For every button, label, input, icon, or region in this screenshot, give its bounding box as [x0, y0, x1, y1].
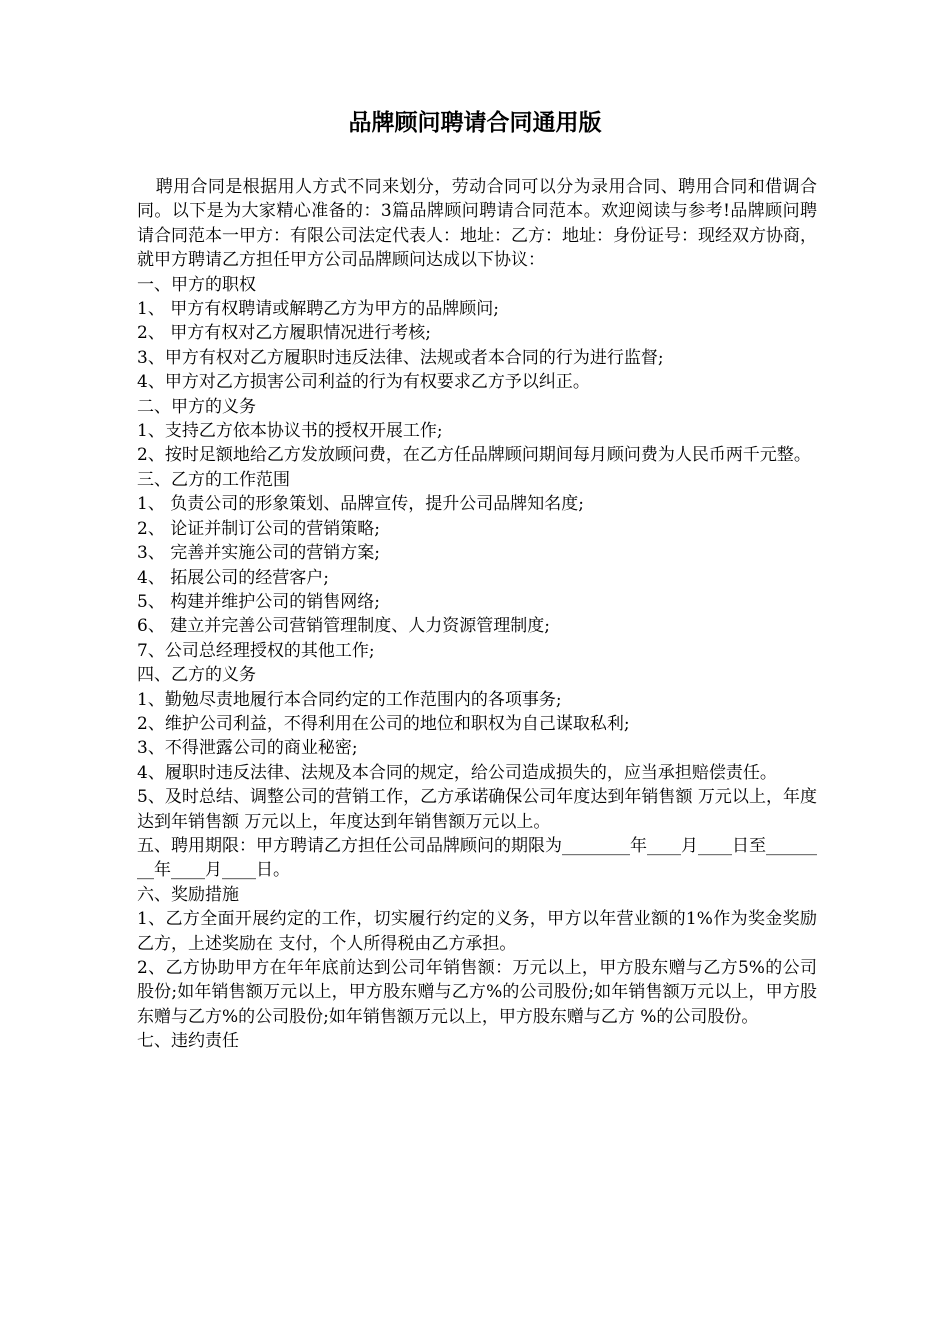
document-title: 品牌顾问聘请合同通用版	[348, 110, 602, 136]
clause-line: 2、 论证并制订公司的营销策略;	[137, 518, 380, 539]
clause-line: 4、甲方对乙方损害公司利益的行为有权要求乙方予以纠正。	[137, 372, 590, 393]
document-body	[137, 175, 817, 1054]
clause-line: 5、及时总结、调整公司的营销工作，乙方承诺确保公司年度达到年销售额 万元以上，年度达到年销售额 万元以上，年度达到年销售额万元以上。	[137, 787, 817, 832]
clause-line: 二、甲方的义务	[137, 396, 256, 417]
clause-line: 2、 甲方有权对乙方履职情况进行考核;	[137, 323, 431, 344]
clause-line: 六、奖励措施	[137, 884, 239, 905]
clause-line: 1、 负责公司的形象策划、品牌宣传，提升公司品牌知名度;	[137, 494, 584, 515]
clause-line: 1、乙方全面开展约定的工作，切实履行约定的义务，甲方以年营业额的1%作为奖金奖励乙方，上述奖励在 支付，个人所得税由乙方承担。	[137, 909, 817, 954]
clause-line: 2、维护公司利益，不得利用在公司的地位和职权为自己谋取私利;	[137, 713, 630, 734]
clause-line: 7、公司总经理授权的其他工作;	[137, 640, 375, 661]
clause-line: 4、 拓展公司的经营客户;	[137, 567, 329, 588]
intro-paragraph: 聘用合同是根据用人方式不同来划分，劳动合同可以分为录用合同、聘用合同和借调合同。以下是为大家精心准备的：3篇品牌顾问聘请合同范本。欢迎阅读与参考!品牌顾问聘请合同范本一甲方：有限公司法定代表人：地址：乙方：地址：身份证号：现经双方协商，就甲方聘请乙方担任甲方公司品牌顾问达成以下协议：	[137, 177, 817, 271]
clause-line: 4、履职时违反法律、法规及本合同的规定，给公司造成损失的，应当承担赔偿责任。	[137, 762, 777, 783]
clause-line: 五、聘用期限：甲方聘请乙方担任公司品牌顾问的期限为________年____月____日至________年____月____日。	[137, 835, 817, 881]
clause-line: 2、乙方协助甲方在年年底前达到公司年销售额：万元以上，甲方股东赠与乙方5%的公司股份;如年销售额万元以上，甲方股东赠与乙方%的公司股份;如年销售额万元以上，甲方股东赠与乙方%的公司股份;如年销售额万元以上，甲方股东赠与乙方 %的公司股份。	[137, 958, 817, 1027]
clause-line: 5、 构建并维护公司的销售网络;	[137, 591, 380, 612]
clause-line: 一、甲方的职权	[137, 274, 256, 295]
clause-line: 三、乙方的工作范围	[137, 469, 290, 490]
clause-line: 3、甲方有权对乙方履职时违反法律、法规或者本合同的行为进行监督;	[137, 347, 664, 368]
clause-line: 1、 甲方有权聘请或解聘乙方为甲方的品牌顾问;	[137, 299, 499, 320]
clause-line: 3、 完善并实施公司的营销方案;	[137, 543, 380, 564]
clause-line: 七、违约责任	[137, 1031, 239, 1052]
clause-line: 1、支持乙方依本协议书的授权开展工作;	[137, 421, 443, 442]
clause-line: 四、乙方的义务	[137, 665, 256, 686]
clause-line: 3、不得泄露公司的商业秘密;	[137, 738, 358, 759]
clause-line: 6、 建立并完善公司营销管理制度、人力资源管理制度;	[137, 616, 550, 637]
clause-line: 1、勤勉尽责地履行本合同约定的工作范围内的各项事务;	[137, 689, 562, 710]
clause-line: 2、按时足额地给乙方发放顾问费，在乙方任品牌顾问期间每月顾问费为人民币两千元整。	[137, 445, 811, 466]
